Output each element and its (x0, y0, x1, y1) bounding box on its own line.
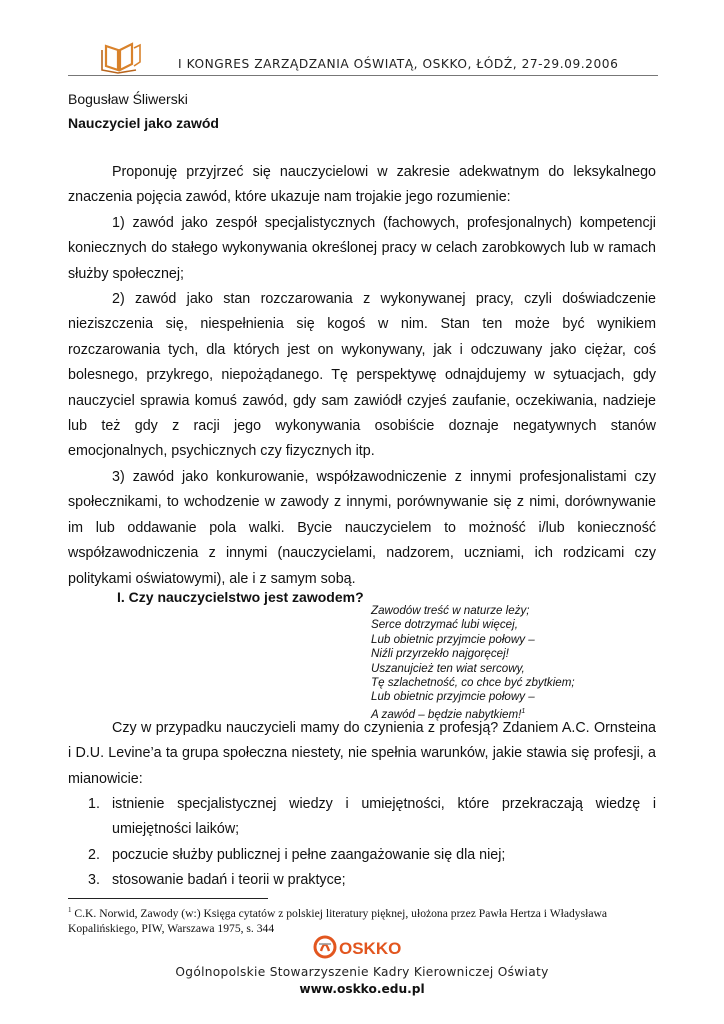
list-item-text: poczucie służby publicznej i pełne zaangażowanie się dla niej; (112, 846, 506, 863)
list-item-text: stosowanie badań i teorii w praktyce; (112, 872, 346, 889)
header-divider (68, 75, 658, 76)
paragraph-definition-2: 2) zawód jako stan rozczarowania z wykonywanej pracy, czyli doświadczenie nieziszczenia się, niespełnienia się kogoś w nim. Stan ten może być wynikiem rozczarowania tych, dla których jest on wykonywany, jak i odczuwany jako ciężar, coś bolesnego, przykrego, niepożądanego. Tę perspektywę odnajdujemy w sytuacjach, gdy nauczyciel sprawia komuś zawód, gdy sam zawiódł czyjeś zaufanie, oczekiwania, nadzieje lub też gdy z racji jego wykonywania osobiście doznaje negatywnych stanów emocjonalnych, psychicznych czy fizycznych itp. (68, 291, 656, 460)
list-item (68, 792, 656, 843)
document-title: Nauczyciel jako zawód (68, 115, 219, 131)
footnote-text: C.K. Norwid, Zawody (w:) Księga cytatów z polskiej literatury pięknej, ułożona przez Pawła Hertza i Władysława Kopalińskiego, PIW, Warszawa 1975, s. 344 (68, 906, 608, 935)
poem-line: Lub obietnic przyjmcie połowy – (371, 632, 535, 646)
paragraph-intro: Proponuję przyjrzeć się nauczycielowi w zakresie adekwatnym do leksykalnego znaczenia pojęcia zawód, które ukazuje nam trojakie jego rozumienie: (68, 164, 656, 206)
list-item (68, 843, 656, 868)
page-header (68, 40, 658, 76)
poem-line: Lub obietnic przyjmcie połowy – (371, 690, 535, 704)
footnote-mark: 1 (68, 906, 72, 914)
list-item-number: 2. (88, 846, 100, 863)
oskko-logo-text: OSKKO (339, 939, 402, 958)
body-text (68, 160, 656, 592)
paragraph-definition-3: 3) zawód jako konkurowanie, współzawodniczenie z innymi profesjonalistami czy społecznikami, to wchodzenie w zawody z innymi, porównywanie się z nimi, dorównywanie im lub oddawanie pola walki. Bycie nauczycielem to możność i/lub konieczność współzawodniczenia z innymi (nauczycielami, nadzorem, uczniami, ich rodzicami czy politykami oświatowymi), ale i z samym sobą. (68, 468, 656, 587)
author-name: Bogusław Śliwerski (68, 91, 188, 107)
list-item-number: 1. (88, 796, 100, 812)
poem-line: Niźli przyrzekło najgoręcej! (371, 647, 509, 661)
list-item-text: istnienie specjalistycznej wiedzy i umiejętności, które przekraczają wiedzę i umiejętności laików; (112, 796, 656, 838)
conference-header-title: I KONGRES ZARZĄDZANIA OŚWIATĄ, OSKKO, ŁÓDŹ, 27-29.09.2006 (178, 57, 619, 71)
poem-line: Tę szlachetność, co chce być zbytkiem; (371, 676, 575, 690)
paragraph-definition-1: 1) zawód jako zespół specjalistycznych (fachowych, profesjonalnych) kompetencji koniecznych do stałego wykonywania określonej pracy w celach zarobkowych lub w ramach służby społecznej; (68, 214, 656, 282)
oskko-logo-icon (312, 932, 402, 962)
list-item (68, 868, 656, 893)
open-book-logo-icon (98, 40, 144, 74)
poem-line: Serce dotrzymać lubi więcej, (371, 618, 518, 632)
poem-quote (371, 604, 661, 722)
footer-website-link[interactable]: www.oskko.edu.pl (299, 982, 425, 996)
section-heading: I. Czy nauczycielstwo jest zawodem? (117, 589, 364, 605)
footer-organization: Ogólnopolskie Stowarzyszenie Kadry Kierowniczej Oświaty (175, 965, 549, 979)
poem-line: Zawodów treść w naturze leży; (371, 604, 530, 617)
list-item-number: 3. (88, 872, 100, 889)
footnote-reference: 1 (521, 707, 526, 715)
footnote (68, 903, 658, 936)
poem-line: Uszanujcież ten wiat sercowy, (371, 661, 525, 675)
profession-criteria-list (68, 792, 656, 894)
footnote-divider (68, 898, 268, 899)
paragraph-profession: Czy w przypadku nauczycieli mamy do czynienia z profesją? Zdaniem A.C. Ornsteina i D.U. Levine’a ta grupa społeczna niestety, nie spełnia warunków, jakie stawia się profesji, a mianowicie: (68, 720, 656, 787)
body-text-continued (68, 716, 656, 792)
poem-line-text: A zawód – będzie nabytkiem! (371, 707, 522, 721)
